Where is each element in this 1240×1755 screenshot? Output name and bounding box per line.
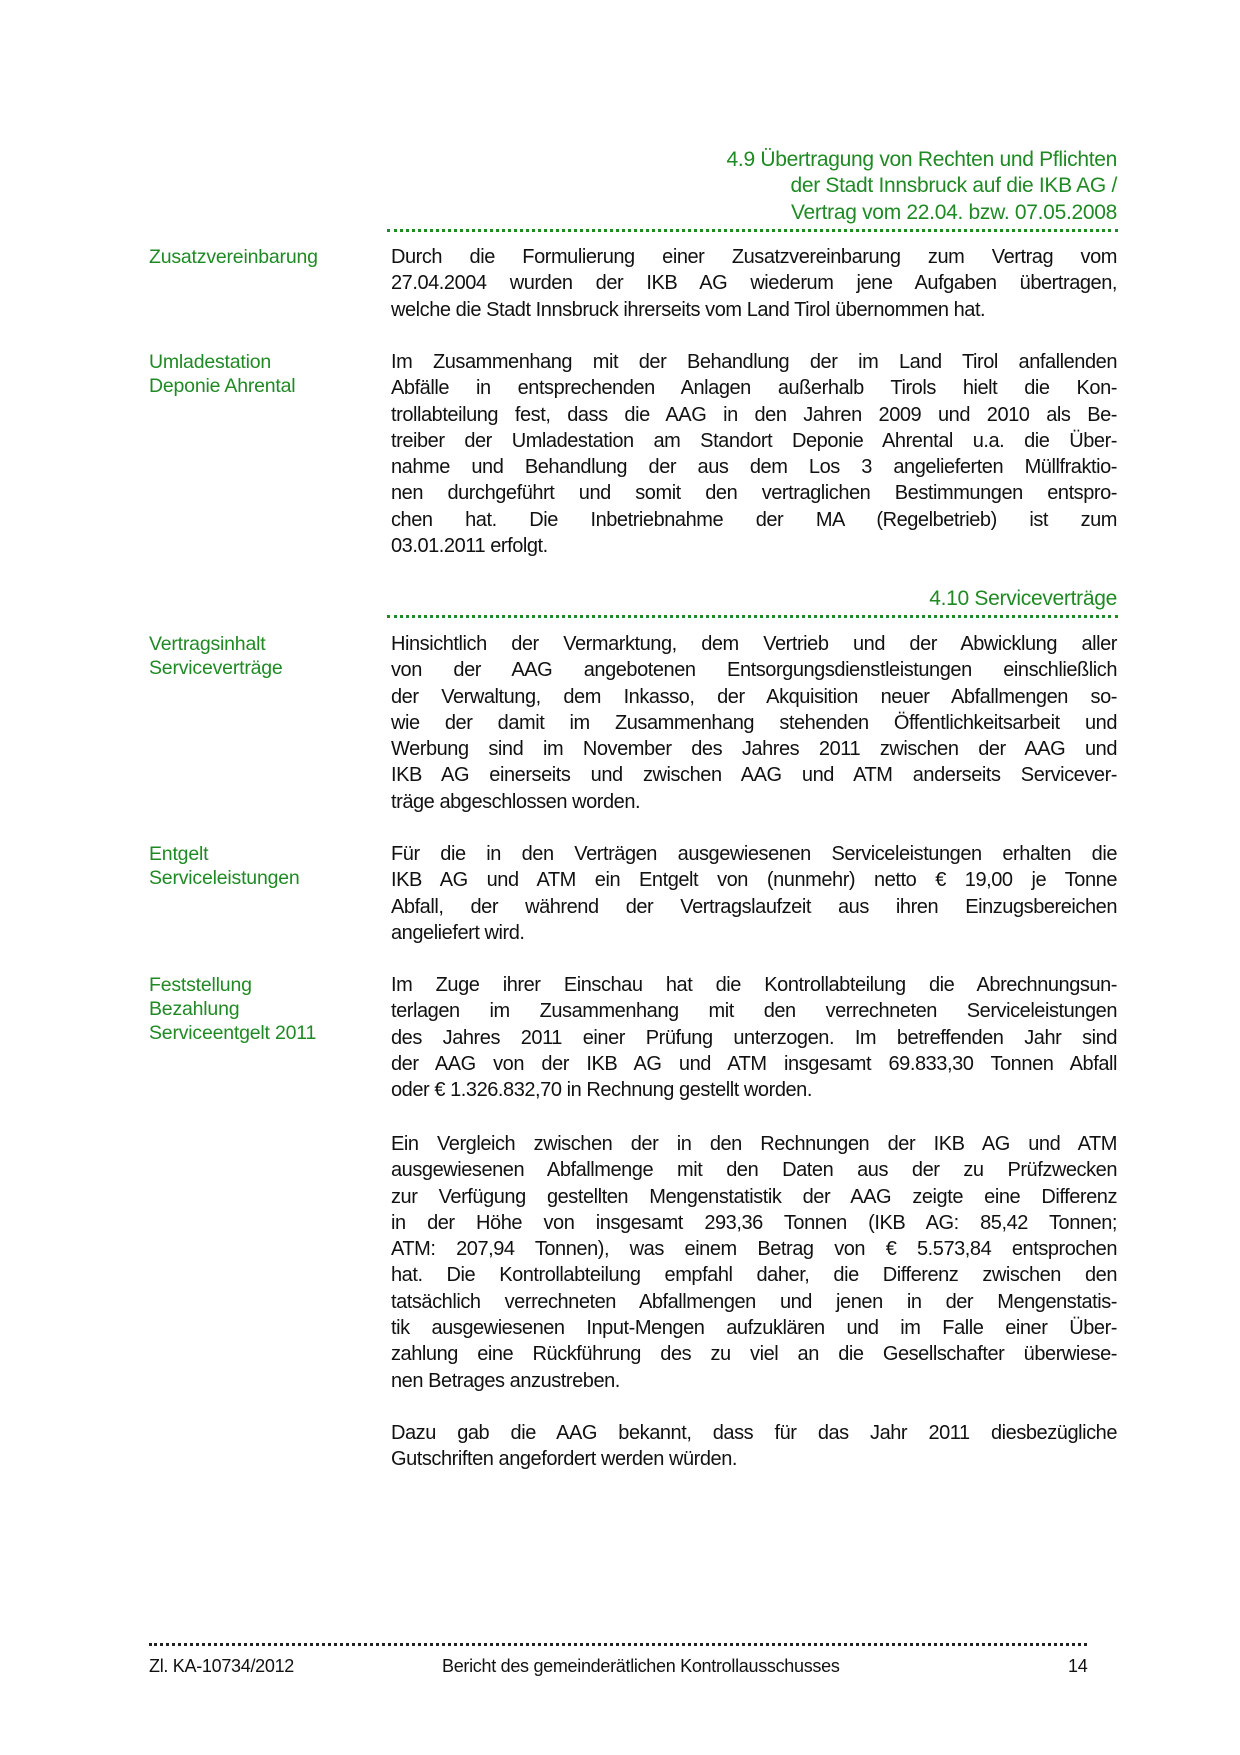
paragraph-line: treiber der Umladestation am Standort Deponie Ahrental u.a. die Über- [391,429,1117,452]
paragraph-line: zur Verfügung gestellten Mengenstatistik der AAG zeigte eine Differenz [391,1185,1117,1208]
side-label-feststellung [149,973,369,1045]
page-number: 14 [1068,1656,1088,1676]
paragraph-line: chen hat. Die Inbetriebnahme der MA (Regelbetrieb) ist zum [391,508,1117,531]
paragraph-line: 27.04.2004 wurden der IKB AG wiederum jene Aufgaben übertragen, [391,272,1117,295]
paragraph-line: von der AAG angebotenen Entsorgungsdienstleistungen einschließlich [391,659,1117,682]
paragraph [391,1420,1117,1473]
side-label-zusatzvereinbarung [149,245,369,269]
side-label-text: Umladestation [149,351,272,373]
paragraph-line: in der Höhe von insgesamt 293,36 Tonnen (IKB AG: 85,42 Tonnen; [391,1211,1117,1234]
paragraph-line: Ein Vergleich zwischen der in den Rechnungen der IKB AG und ATM [391,1133,1117,1155]
side-label-text: Vertragsinhalt [149,633,266,655]
side-label-text: Serviceleistungen [149,867,300,889]
paragraph-line: Hinsichtlich der Vermarktung, dem Vertrieb und der Abwicklung aller [391,633,1117,655]
side-label-text: Entgelt [149,843,209,865]
paragraph-line: angeliefert wird. [391,921,525,944]
paragraph-line: des Jahres 2011 einer Prüfung unterzogen. Im betreffenden Jahr sind [391,1026,1117,1049]
paragraph-line: trollabteilung fest, dass die AAG in den Jahren 2009 und 2010 als Be- [391,403,1117,426]
side-label-text: Feststellung [149,974,252,996]
paragraph-line: welche die Stadt Innsbruck ihrerseits vom Land Tirol übernommen hat. [391,298,986,321]
paragraph [391,244,1117,323]
paragraph-line: Abfälle in entsprechenden Anlagen außerhalb Tirols hielt die Kon- [391,377,1117,400]
paragraph-line: nahme und Behandlung der aus dem Los 3 angelieferten Müllfraktio- [391,456,1117,479]
paragraph [391,631,1117,815]
paragraph-line: ausgewiesenen Abfallmenge mit den Daten aus der zu Prüfzwecken [391,1159,1117,1182]
section-heading-4-9 [357,147,1117,226]
paragraph-line: Für die in den Verträgen ausgewiesenen Serviceleistungen erhalten die [391,843,1117,865]
paragraph [391,349,1117,559]
paragraph-line: Im Zuge ihrer Einschau hat die Kontrollabteilung die Abrechnungsun- [391,974,1117,996]
paragraph [391,841,1117,946]
paragraph-line: träge abgeschlossen worden. [391,790,641,813]
side-label-entgelt [149,842,369,890]
heading-divider [387,229,1118,232]
side-label-umladestation [149,350,369,398]
paragraph-line: 03.01.2011 erfolgt. [391,535,548,558]
paragraph-line: IKB AG einerseits und zwischen AAG und ATM anderseits Servicever- [391,764,1117,787]
side-label-vertragsinhalt [149,632,369,680]
side-label-text: Serviceverträge [149,657,283,679]
footer-reference: Zl. KA-10734/2012 [149,1656,294,1676]
paragraph-line: tik ausgewiesenen Input-Mengen aufzuklären und im Falle einer Über- [391,1317,1117,1340]
paragraph-line: terlagen im Zusammenhang mit den verrechneten Serviceleistungen [391,1000,1117,1023]
paragraph-line: Werbung sind im November des Jahres 2011 zwischen der AAG und [391,738,1117,761]
paragraph-line: Abfall, der während der Vertragslaufzeit aus ihren Einzugsbereichen [391,895,1117,918]
paragraph-line: tatsächlich verrechneten Abfallmengen und jenen in der Mengenstatis- [391,1290,1117,1313]
heading-line: 4.9 Übertragung von Rechten und Pflichten [726,148,1117,171]
paragraph-line: Gutschriften angefordert werden würden. [391,1448,737,1471]
paragraph-line: der Verwaltung, dem Inkasso, der Akquisition neuer Abfallmengen so- [391,685,1117,708]
heading-line: 4.10 Serviceverträge [929,587,1117,610]
footer-title: Bericht des gemeinderätlichen Kontrollausschusses [442,1656,840,1676]
paragraph-line: oder € 1.326.832,70 in Rechnung gestellt worden. [391,1079,812,1102]
paragraph-line: IKB AG und ATM ein Entgelt von (nunmehr) netto € 19,00 je Tonne [391,869,1117,892]
paragraph-line: nen durchgeführt und somit den vertraglichen Bestimmungen entspro- [391,482,1117,505]
heading-line: Vertrag vom 22.04. bzw. 07.05.2008 [790,200,1117,224]
paragraph-line: Durch die Formulierung einer Zusatzvereinbarung zum Vertrag vom [391,246,1117,268]
footer-divider [149,1643,1087,1646]
paragraph-line: ATM: 207,94 Tonnen), was einem Betrag von € 5.573,84 entsprochen [391,1238,1117,1261]
paragraph-line: hat. Die Kontrollabteilung empfahl daher, die Differenz zwischen den [391,1264,1117,1287]
heading-divider [387,615,1118,618]
paragraph-line: zahlung eine Rückführung des zu viel an die Gesellschafter überwiese- [391,1343,1117,1366]
side-label-text: Bezahlung [149,998,240,1020]
heading-line: der Stadt Innsbruck auf die IKB AG / [790,174,1117,198]
section-heading-4-10 [357,586,1117,612]
side-label-text: Zusatzvereinbarung [149,246,318,268]
paragraph-line: Im Zusammenhang mit der Behandlung der im Land Tirol anfallenden [391,351,1117,373]
paragraph [391,972,1117,1103]
side-label-text: Serviceentgelt 2011 [149,1022,317,1044]
paragraph [391,1131,1117,1394]
side-label-text: Deponie Ahrental [149,375,296,397]
paragraph-line: nen Betrages anzustreben. [391,1369,620,1392]
paragraph-line: Dazu gab die AAG bekannt, dass für das Jahr 2011 diesbezügliche [391,1422,1117,1444]
paragraph-line: der AAG von der IKB AG und ATM insgesamt 69.833,30 Tonnen Abfall [391,1052,1117,1075]
paragraph-line: wie der damit im Zusammenhang stehenden Öffentlichkeitsarbeit und [391,711,1117,734]
